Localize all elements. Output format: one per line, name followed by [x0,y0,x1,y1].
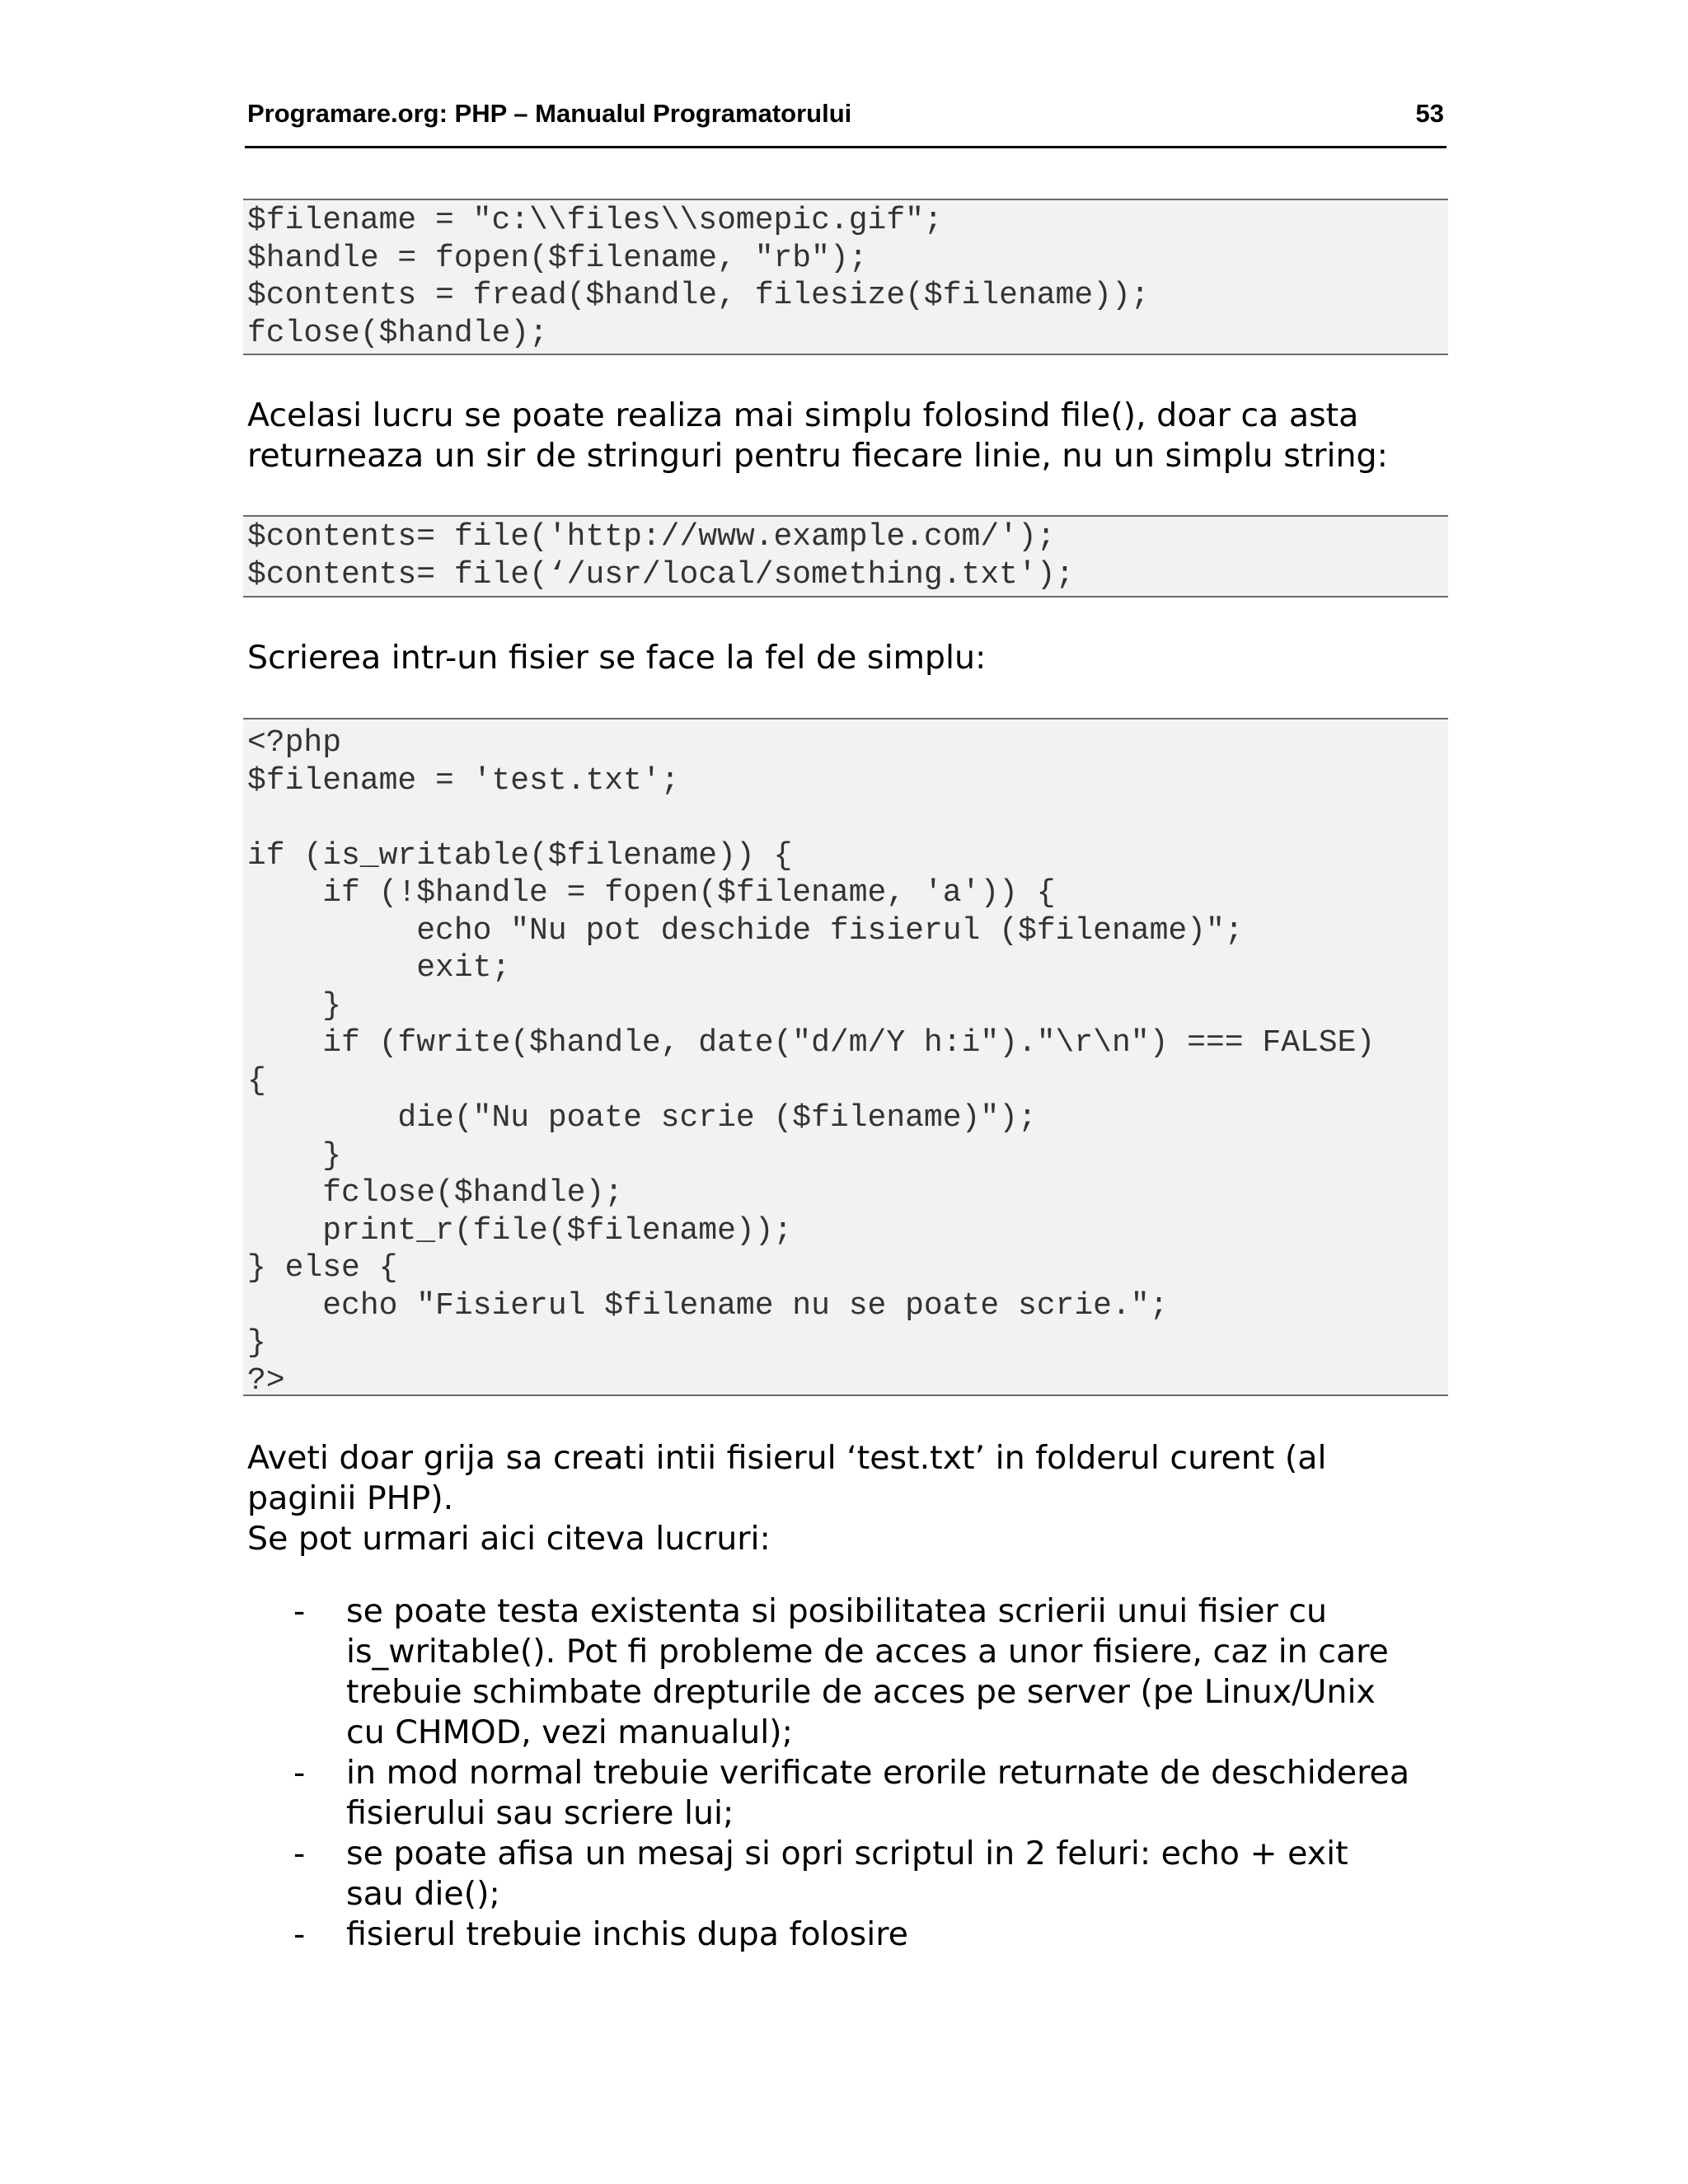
list-item [247,1915,1451,1955]
page-number: 53 [1415,99,1444,128]
list-item [247,1834,1451,1915]
list-item [247,1753,1451,1834]
list-item-text: in mod normal trebuie verificate erorile returnate de deschiderea fisierului sau scriere lui; [346,1754,1410,1832]
paragraph-writing: Scrierea intr-un fisier se face la fel de simplu: [247,639,987,677]
code-block-file: $contents= file('http://www.example.com/'); $contents= file(‘/usr/local/something.txt'); [243,515,1448,598]
list-item-text: se poate afisa un mesaj si opri scriptul in 2 feluri: echo + exit sau die(); [346,1835,1348,1913]
notes-list [247,1591,1451,1955]
list-item-text: se poate testa existenta si posibilitatea scrierii unui fisier cu is_writable(). Pot fi probleme de acces a unor fisiere, caz in care trebuie schimbate drepturile de acces pe server (pe Linux/Unix cu CHMOD, vezi manualul); [346,1592,1389,1751]
code-block-fread: $filename = "c:\\files\\somepic.gif"; $handle = fopen($filename, "rb"); $contents = fread($handle, filesize($filename)); fclose($handle); [243,199,1448,355]
paragraph-notes: Aveti doar grija sa creati intii fisierul ‘test.txt’ in folderul curent (al paginii PHP). Se pot urmari aici citeva lucruri: [247,1439,1327,1558]
code-block-write-file: <?php $filename = 'test.txt'; if (is_writable($filename)) { if (!$handle = fopen($filename, 'a')) { echo "Nu pot deschide fisierul ($filename)"; exit; } if (fwrite($handle, date("d/m/Y h:i")."\r\n") === FALSE) { die("Nu poate scrie ($filename)"); } fclose($handle); print_r(file($filename)); } else { echo "Fisierul $filename nu se poate scrie."; } ?> [243,718,1448,1396]
list-item [247,1591,1451,1753]
list-dash: - [293,1754,306,1792]
page-header [245,96,1447,148]
paragraph-file-function: Acelasi lucru se poate realiza mai simplu folosind file(), doar ca asta returneaza un sir de stringuri pentru fiecare linie, nu un simplu string: [247,396,1388,475]
list-item-text: fisierul trebuie inchis dupa folosire [346,1915,908,1953]
list-dash: - [293,1915,306,1953]
list-dash: - [293,1592,306,1630]
running-title: Programare.org: PHP – Manualul Programatorului [247,99,852,128]
list-dash: - [293,1835,306,1872]
